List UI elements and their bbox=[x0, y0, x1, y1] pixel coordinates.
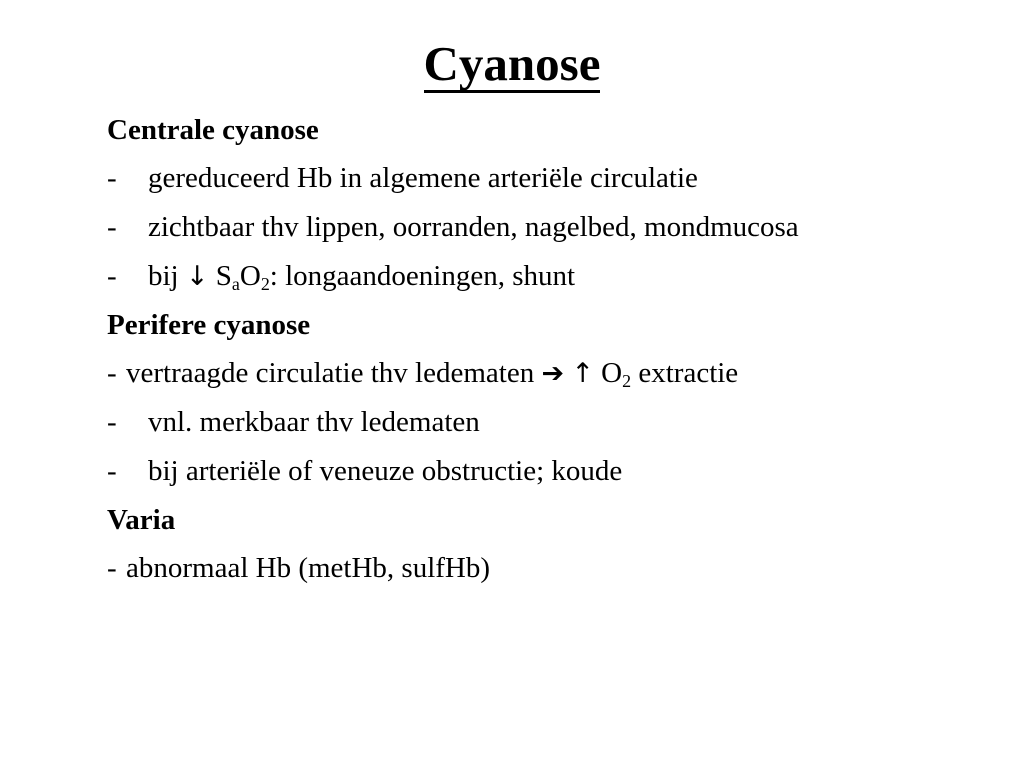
bullet-item bbox=[107, 359, 977, 408]
subscript-2: 2 bbox=[622, 370, 632, 391]
bullet-text-tail: extractie bbox=[631, 357, 739, 389]
slide-body bbox=[107, 116, 977, 603]
bullet-text-s: S bbox=[208, 260, 232, 292]
bullet-item bbox=[107, 554, 977, 603]
bullet-item bbox=[107, 164, 977, 213]
bullet-item bbox=[107, 457, 977, 506]
right-arrow-icon: ➔ bbox=[541, 358, 565, 389]
bullet-marker: - bbox=[107, 162, 117, 194]
page-title bbox=[0, 38, 1024, 93]
up-arrow-icon: ↑ bbox=[571, 358, 594, 389]
section-heading-centrale-cyanose: Centrale cyanose bbox=[107, 114, 319, 146]
slide-title-text: Cyanose bbox=[424, 38, 601, 93]
bullet-marker: - bbox=[107, 552, 117, 584]
bullet-marker: - bbox=[107, 455, 117, 487]
bullet-text-o: O bbox=[593, 357, 623, 389]
bullet-marker: - bbox=[107, 211, 117, 243]
bullet-text: vnl. merkbaar thv ledematen bbox=[148, 406, 480, 438]
subscript-a: a bbox=[231, 273, 240, 294]
bullet-text-tail: : longaandoeningen, shunt bbox=[269, 260, 576, 292]
bullet-text: zichtbaar thv lippen, oorranden, nagelbed, mondmucosa bbox=[148, 211, 799, 243]
bullet-item bbox=[107, 213, 977, 262]
bullet-text-lead: vertraagde circulatie thv ledematen bbox=[126, 357, 542, 389]
bullet-marker: - bbox=[107, 260, 117, 292]
bullet-marker: - bbox=[107, 406, 117, 438]
bullet-text: gereduceerd Hb in algemene arteriële circulatie bbox=[148, 162, 698, 194]
down-arrow-icon: ↓ bbox=[185, 261, 209, 292]
bullet-text: abnormaal Hb (metHb, sulfHb) bbox=[126, 552, 491, 584]
bullet-item bbox=[107, 262, 977, 311]
bullet-item bbox=[107, 408, 977, 457]
subscript-2: 2 bbox=[260, 273, 270, 294]
section-heading-perifere-cyanose: Perifere cyanose bbox=[107, 309, 311, 341]
bullet-text: bij arteriële of veneuze obstructie; koude bbox=[148, 455, 623, 487]
section-heading-varia: Varia bbox=[107, 504, 176, 536]
bullet-text-lead: bij bbox=[148, 260, 186, 292]
bullet-text-o: O bbox=[239, 260, 261, 292]
bullet-marker: - bbox=[107, 357, 117, 389]
